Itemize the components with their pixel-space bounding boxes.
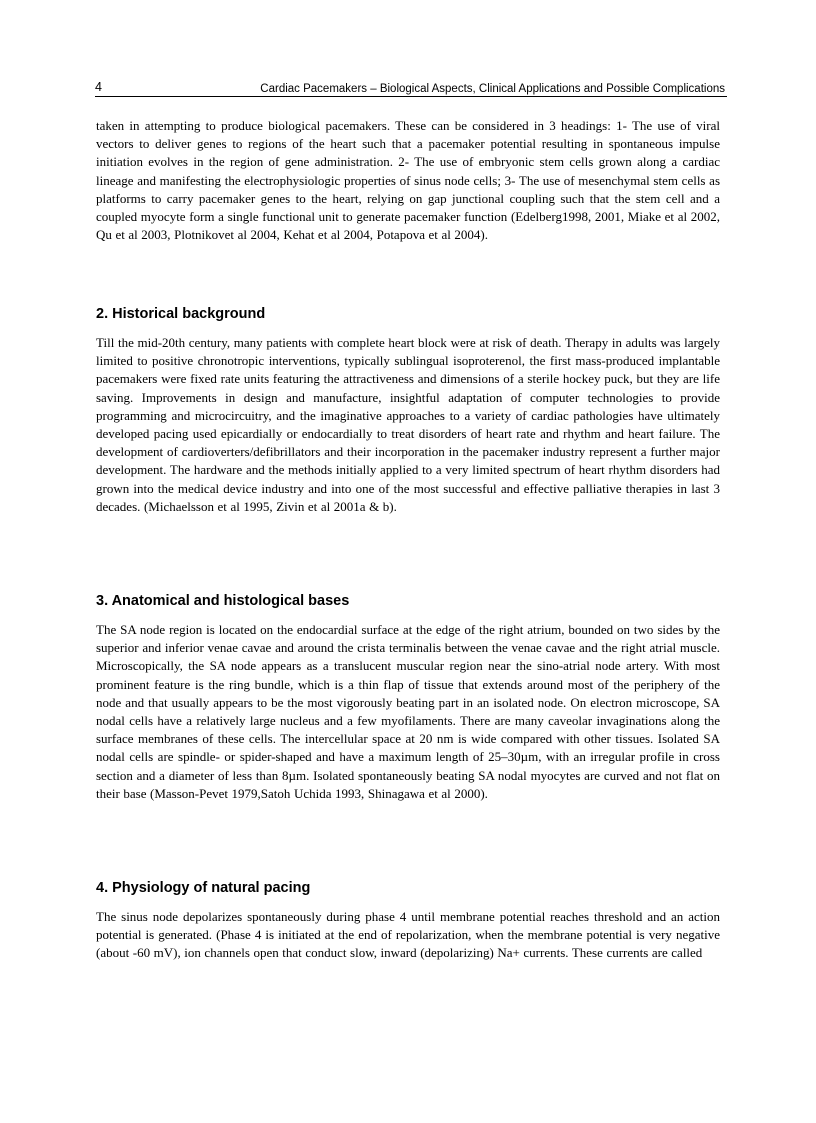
section-heading-historical-background: 2. Historical background (96, 306, 266, 322)
intro-paragraph: taken in attempting to produce biological pacemakers. These can be considered in 3 headings: 1- The use of viral vectors to deliver genes to regions of the heart such that a pacemaker potential resulting in spontaneous impulse initiation evolves in the region of gene administration. 2- The use of embryonic stem cells grown along a cardiac lineage and manifesting the electrophysiologic properties of sinus node cells; 3- The use of mesenchymal stem cells as platforms to carry pacemaker genes to the heart, relying on gap junctional coupling such that the stem cell and a coupled myocyte form a single functional unit to generate pacemaker function (Edelberg1998, 2001, Miake et al 2002, Qu et al 2003, Plotnikovet al 2004, Kehat et al 2004, Potapova et al 2004). (96, 118, 720, 243)
section-body-anatomical-bases: The SA node region is located on the endocardial surface at the edge of the right atrium, bounded on two sides by the superior and inferior venae cavae and around the crista terminalis between the venae cavae and the right atrial muscle. Microscopically, the SA node appears as a translucent muscular region near the sino-atrial node artery. With most prominent feature is the ring bundle, which is a thin flap of tissue that extends around most of the periphery of the node and that usually appears to be the most vigorously beating part in an isolated node. On electron microscope, SA nodal cells have a relatively large nucleus and a few myofilaments. There are many caveolar invaginations along the surface membranes of these cells. The intercellular space at 20 nm is wide compared with other tissues. Isolated SA nodal cells are spindle- or spider-shaped and have a maximum length of 25–30µm, with an irregular profile in cross section and a diameter of less than 8µm. Isolated spontaneously beating SA nodal myocytes are curved and not flat on their base (Masson-Pevet 1979,Satoh Uchida 1993, Shinagawa et al 2000). (96, 622, 720, 801)
page-header (95, 80, 727, 97)
running-title: Cardiac Pacemakers – Biological Aspects, Clinical Applications and Possible Complications (260, 83, 725, 95)
section-heading-physiology-pacing: 4. Physiology of natural pacing (96, 880, 311, 896)
section-body-physiology-pacing: The sinus node depolarizes spontaneously during phase 4 until membrane potential reaches threshold and an action potential is generated. (Phase 4 is initiated at the end of repolarization, when the membrane potential is very negative (about -60 mV), ion channels open that conduct slow, inward (depolarizing) Na+ currents. These currents are called (96, 909, 720, 961)
section-body-historical-background: Till the mid-20th century, many patients with complete heart block were at risk of death. Therapy in adults was largely limited to positive chronotropic interventions, typically sublingual isoproterenol, the first mass-produced implantable pacemakers were fixed rate units featuring the attractiveness and dimensions of a sterile hockey puck, but they are life saving. Improvements in design and manufacture, insightful adaptation of computer technologies to provide programming and microcircuitry, and the imaginative approaches to a variety of cardiac pathologies have ultimately developed pacing used epicardially or endocardially to treat disorders of heart rate and rhythm and heart failure. The development of cardioverters/defibrillators and their incorporation in the pacemaker industry represent a further major development. The hardware and the methods initially applied to a very limited spectrum of heart rhythm disorders had grown into the medical device industry and into one of the most successful and effective palliative therapies in last 3 decades. (Michaelsson et al 1995, Zivin et al 2001a & b). (96, 335, 720, 514)
section-heading-anatomical-bases: 3. Anatomical and histological bases (96, 593, 350, 609)
page-number: 4 (95, 80, 102, 94)
